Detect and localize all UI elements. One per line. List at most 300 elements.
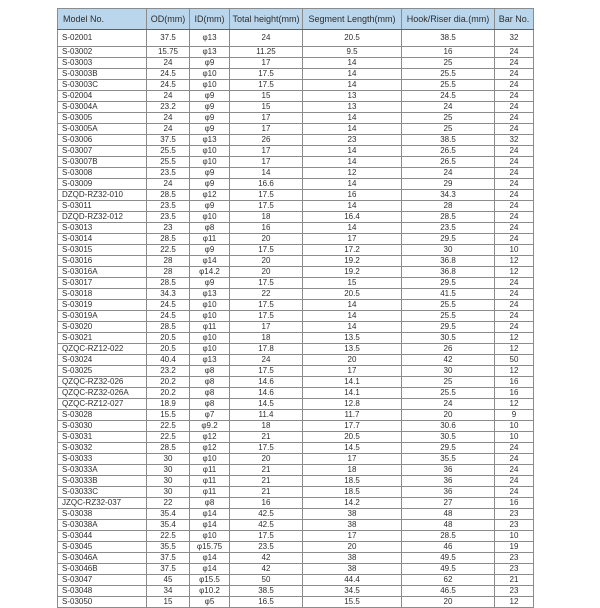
cell-value: 25: [402, 58, 495, 69]
cell-model-no: S-03031: [58, 432, 147, 443]
cell-value: 24: [495, 157, 534, 168]
cell-value: 24: [495, 289, 534, 300]
cell-value: 14.5: [230, 399, 303, 410]
cell-value: 20.5: [147, 333, 190, 344]
cell-value: 38.5: [402, 135, 495, 146]
cell-value: 24.5: [402, 91, 495, 102]
cell-model-no: S-03046A: [58, 553, 147, 564]
cell-value: 35.4: [147, 509, 190, 520]
cell-value: 12: [303, 168, 402, 179]
cell-value: 25.5: [402, 69, 495, 80]
cell-value: 12: [495, 366, 534, 377]
column-header-id: ID(mm): [190, 9, 230, 30]
cell-value: φ12: [190, 432, 230, 443]
cell-value: 21: [230, 487, 303, 498]
cell-value: 15: [230, 91, 303, 102]
cell-value: 29: [402, 179, 495, 190]
table-row: [58, 498, 534, 509]
cell-value: 17.5: [230, 531, 303, 542]
cell-value: 12.8: [303, 399, 402, 410]
cell-value: 35.5: [147, 542, 190, 553]
cell-value: 50: [495, 355, 534, 366]
cell-value: 48: [402, 509, 495, 520]
cell-value: φ8: [190, 366, 230, 377]
cell-value: φ13: [190, 355, 230, 366]
cell-value: 12: [495, 256, 534, 267]
cell-value: 22.5: [147, 245, 190, 256]
cell-value: 34.3: [147, 289, 190, 300]
cell-value: 16: [230, 223, 303, 234]
cell-value: 23.5: [147, 168, 190, 179]
cell-value: 42: [230, 564, 303, 575]
cell-value: φ8: [190, 223, 230, 234]
cell-value: 24: [495, 311, 534, 322]
cell-value: 17: [303, 454, 402, 465]
cell-value: 9: [495, 410, 534, 421]
cell-value: 14.1: [303, 377, 402, 388]
table-row: [58, 201, 534, 212]
cell-value: φ9: [190, 58, 230, 69]
cell-value: 30: [402, 366, 495, 377]
cell-value: 16: [402, 47, 495, 58]
cell-value: 14: [303, 80, 402, 91]
cell-value: 34: [147, 586, 190, 597]
cell-value: 17: [303, 531, 402, 542]
column-header-segment-length: Segment Length(mm): [303, 9, 402, 30]
cell-value: 30.5: [402, 333, 495, 344]
cell-value: 24: [402, 102, 495, 113]
cell-model-no: S-03003: [58, 58, 147, 69]
cell-value: 23.2: [147, 366, 190, 377]
cell-value: 35.4: [147, 520, 190, 531]
cell-value: 11.7: [303, 410, 402, 421]
cell-value: 24: [495, 201, 534, 212]
cell-value: φ9: [190, 201, 230, 212]
table-row: [58, 322, 534, 333]
cell-value: 26.5: [402, 146, 495, 157]
table-row: [58, 190, 534, 201]
table-row: [58, 267, 534, 278]
cell-value: 24: [147, 124, 190, 135]
cell-value: 41.5: [402, 289, 495, 300]
cell-value: 17: [230, 58, 303, 69]
cell-value: φ9: [190, 124, 230, 135]
cell-value: 38: [303, 564, 402, 575]
cell-value: 36: [402, 476, 495, 487]
cell-model-no: S-03050: [58, 597, 147, 608]
cell-value: 23: [147, 223, 190, 234]
cell-value: 28.5: [147, 234, 190, 245]
parts-spec-table: [57, 8, 534, 608]
cell-model-no: QZQC-RZ12-022: [58, 344, 147, 355]
cell-value: φ8: [190, 388, 230, 399]
cell-value: 49.5: [402, 553, 495, 564]
table-row: [58, 564, 534, 575]
cell-value: 17: [303, 234, 402, 245]
cell-model-no: S-03007B: [58, 157, 147, 168]
cell-value: 18: [230, 212, 303, 223]
cell-value: 27: [402, 498, 495, 509]
cell-value: 28.5: [402, 531, 495, 542]
cell-value: φ13: [190, 289, 230, 300]
cell-value: 12: [495, 399, 534, 410]
column-header-hook-riser-dia: Hook/Riser dia.(mm): [402, 9, 495, 30]
cell-value: 24.5: [147, 80, 190, 91]
cell-model-no: S-03048: [58, 586, 147, 597]
cell-value: φ11: [190, 465, 230, 476]
cell-value: 22: [230, 289, 303, 300]
cell-value: φ10: [190, 300, 230, 311]
cell-value: 49.5: [402, 564, 495, 575]
cell-model-no: QZQC-RZ32-026A: [58, 388, 147, 399]
cell-value: 22.5: [147, 421, 190, 432]
table-row: [58, 234, 534, 245]
cell-value: 38: [303, 509, 402, 520]
cell-value: 35.5: [402, 454, 495, 465]
cell-value: φ10: [190, 146, 230, 157]
cell-value: 10: [495, 531, 534, 542]
cell-value: 42.5: [230, 509, 303, 520]
cell-value: 14: [303, 69, 402, 80]
cell-value: 34.3: [402, 190, 495, 201]
cell-value: 25.5: [402, 80, 495, 91]
cell-model-no: S-03003B: [58, 69, 147, 80]
cell-value: 19.2: [303, 267, 402, 278]
cell-value: 24: [402, 399, 495, 410]
cell-value: 17.7: [303, 421, 402, 432]
cell-model-no: S-03032: [58, 443, 147, 454]
cell-model-no: S-03033: [58, 454, 147, 465]
cell-value: 17.5: [230, 245, 303, 256]
cell-value: 24: [495, 212, 534, 223]
cell-value: 45: [147, 575, 190, 586]
cell-value: 20.5: [303, 289, 402, 300]
cell-value: φ14: [190, 256, 230, 267]
cell-value: 18.5: [303, 487, 402, 498]
cell-value: 23: [303, 135, 402, 146]
cell-value: 30: [147, 476, 190, 487]
cell-value: 20.2: [147, 377, 190, 388]
cell-value: φ10: [190, 531, 230, 542]
table-row: [58, 410, 534, 421]
cell-value: φ10: [190, 454, 230, 465]
cell-value: φ9: [190, 168, 230, 179]
cell-value: 24.5: [147, 300, 190, 311]
table-row: [58, 344, 534, 355]
table-row: [58, 223, 534, 234]
table-row: [58, 465, 534, 476]
cell-value: 9.5: [303, 47, 402, 58]
cell-value: 16: [495, 377, 534, 388]
column-header-bar-no: Bar No.: [495, 9, 534, 30]
table-row: [58, 256, 534, 267]
cell-value: φ15.5: [190, 575, 230, 586]
cell-value: 28.5: [147, 443, 190, 454]
cell-value: 15.75: [147, 47, 190, 58]
cell-model-no: S-03007: [58, 146, 147, 157]
table-row: [58, 146, 534, 157]
cell-model-no: S-03021: [58, 333, 147, 344]
cell-model-no: S-03015: [58, 245, 147, 256]
table-row: [58, 124, 534, 135]
cell-value: 23.5: [147, 201, 190, 212]
table-body: [58, 30, 534, 608]
cell-value: 24: [495, 113, 534, 124]
cell-value: 50: [230, 575, 303, 586]
cell-value: 20: [303, 355, 402, 366]
cell-model-no: S-03005A: [58, 124, 147, 135]
table-row: [58, 179, 534, 190]
cell-value: 20.5: [303, 30, 402, 47]
cell-model-no: S-03011: [58, 201, 147, 212]
table-row: [58, 333, 534, 344]
cell-value: 18: [303, 465, 402, 476]
table-row: [58, 520, 534, 531]
cell-model-no: S-03038A: [58, 520, 147, 531]
cell-value: 17.8: [230, 344, 303, 355]
table-row: [58, 399, 534, 410]
cell-value: 28.5: [147, 322, 190, 333]
cell-model-no: S-03002: [58, 47, 147, 58]
cell-value: 24: [495, 443, 534, 454]
table-row: [58, 542, 534, 553]
cell-value: 24: [147, 91, 190, 102]
cell-value: 23: [495, 509, 534, 520]
cell-value: 24: [147, 179, 190, 190]
cell-value: 32: [495, 30, 534, 47]
table-row: [58, 300, 534, 311]
cell-value: 12: [495, 333, 534, 344]
cell-value: 15.5: [303, 597, 402, 608]
cell-value: 17.5: [230, 311, 303, 322]
cell-value: φ13: [190, 47, 230, 58]
cell-value: 25.5: [402, 388, 495, 399]
cell-value: 37.5: [147, 564, 190, 575]
cell-value: φ12: [190, 443, 230, 454]
cell-model-no: S-03046B: [58, 564, 147, 575]
cell-model-no: DZQD-RZ32-012: [58, 212, 147, 223]
cell-model-no: QZQC-RZ12-027: [58, 399, 147, 410]
cell-value: φ9: [190, 91, 230, 102]
cell-value: 13.5: [303, 344, 402, 355]
cell-value: 17: [303, 366, 402, 377]
table-row: [58, 388, 534, 399]
table-row: [58, 454, 534, 465]
cell-value: 22: [147, 498, 190, 509]
cell-value: 24: [230, 30, 303, 47]
cell-value: φ13: [190, 30, 230, 47]
cell-model-no: S-03017: [58, 278, 147, 289]
table-row: [58, 586, 534, 597]
cell-value: 20: [230, 267, 303, 278]
cell-value: 16: [303, 190, 402, 201]
cell-value: 29.5: [402, 443, 495, 454]
cell-value: 42: [230, 553, 303, 564]
table-row: [58, 212, 534, 223]
cell-value: φ13: [190, 135, 230, 146]
cell-value: 14: [303, 157, 402, 168]
cell-model-no: JZQC-RZ32-037: [58, 498, 147, 509]
cell-value: 25: [402, 377, 495, 388]
cell-value: 15.5: [147, 410, 190, 421]
cell-value: φ10: [190, 311, 230, 322]
cell-value: 26.5: [402, 157, 495, 168]
cell-value: 17: [230, 124, 303, 135]
cell-value: 37.5: [147, 135, 190, 146]
cell-value: φ14: [190, 509, 230, 520]
cell-value: φ10: [190, 80, 230, 91]
cell-value: 23.5: [147, 212, 190, 223]
cell-value: 17: [230, 322, 303, 333]
cell-value: 36: [402, 487, 495, 498]
cell-model-no: S-03044: [58, 531, 147, 542]
cell-model-no: S-03016: [58, 256, 147, 267]
cell-value: 17.5: [230, 300, 303, 311]
cell-value: 15: [230, 102, 303, 113]
cell-value: 10: [495, 245, 534, 256]
column-header-od: OD(mm): [147, 9, 190, 30]
cell-value: 14.6: [230, 377, 303, 388]
cell-value: 24: [147, 113, 190, 124]
cell-value: φ5: [190, 597, 230, 608]
cell-model-no: S-03047: [58, 575, 147, 586]
table-row: [58, 366, 534, 377]
cell-value: 24: [495, 476, 534, 487]
cell-model-no: S-03006: [58, 135, 147, 146]
table-row: [58, 377, 534, 388]
cell-value: 17.5: [230, 366, 303, 377]
table-row: [58, 443, 534, 454]
cell-value: 38: [303, 520, 402, 531]
cell-value: 46: [402, 542, 495, 553]
cell-value: φ14: [190, 520, 230, 531]
cell-value: 23: [495, 553, 534, 564]
table-row: [58, 476, 534, 487]
cell-value: 22.5: [147, 432, 190, 443]
cell-value: 32: [495, 135, 534, 146]
cell-value: 46.5: [402, 586, 495, 597]
cell-value: 18: [230, 421, 303, 432]
cell-model-no: S-03009: [58, 179, 147, 190]
cell-value: 20: [230, 234, 303, 245]
cell-value: φ12: [190, 190, 230, 201]
cell-model-no: S-03016A: [58, 267, 147, 278]
cell-model-no: S-03033A: [58, 465, 147, 476]
cell-value: 28: [402, 201, 495, 212]
table-row: [58, 69, 534, 80]
cell-value: 20: [402, 410, 495, 421]
header-row: [58, 9, 534, 30]
cell-value: 38.5: [230, 586, 303, 597]
cell-model-no: S-03045: [58, 542, 147, 553]
column-header-model-no: Model No.: [58, 9, 147, 30]
cell-model-no: S-03033B: [58, 476, 147, 487]
cell-value: 24.5: [147, 311, 190, 322]
cell-value: 11.4: [230, 410, 303, 421]
cell-value: 16.4: [303, 212, 402, 223]
table-row: [58, 575, 534, 586]
cell-value: 24: [495, 58, 534, 69]
cell-value: 14: [303, 179, 402, 190]
cell-value: 24: [495, 465, 534, 476]
cell-value: 13: [303, 91, 402, 102]
cell-value: φ11: [190, 476, 230, 487]
cell-value: 23: [495, 520, 534, 531]
cell-value: 21: [495, 575, 534, 586]
cell-value: 18: [230, 333, 303, 344]
cell-value: 37.5: [147, 553, 190, 564]
table-row: [58, 432, 534, 443]
cell-value: 24: [495, 102, 534, 113]
cell-value: 24: [495, 69, 534, 80]
cell-value: 13: [303, 102, 402, 113]
cell-value: 14.6: [230, 388, 303, 399]
cell-value: 17.5: [230, 201, 303, 212]
table-row: [58, 289, 534, 300]
cell-value: 12: [495, 267, 534, 278]
cell-value: 30.6: [402, 421, 495, 432]
cell-value: 17.5: [230, 443, 303, 454]
cell-value: 18.5: [303, 476, 402, 487]
cell-model-no: S-03020: [58, 322, 147, 333]
cell-value: φ10: [190, 333, 230, 344]
cell-value: 24: [147, 58, 190, 69]
cell-value: 14.1: [303, 388, 402, 399]
table-row: [58, 487, 534, 498]
cell-value: 24: [495, 223, 534, 234]
table-row: [58, 355, 534, 366]
cell-value: 25.5: [147, 157, 190, 168]
cell-model-no: S-03014: [58, 234, 147, 245]
cell-value: 14: [303, 58, 402, 69]
cell-value: 17.5: [230, 80, 303, 91]
cell-value: 14.2: [303, 498, 402, 509]
cell-model-no: S-03028: [58, 410, 147, 421]
table-row: [58, 47, 534, 58]
cell-value: 25: [402, 124, 495, 135]
cell-value: 19: [495, 542, 534, 553]
cell-value: 14: [303, 124, 402, 135]
cell-model-no: S-03019A: [58, 311, 147, 322]
cell-value: 28: [147, 256, 190, 267]
cell-model-no: S-03008: [58, 168, 147, 179]
table-row: [58, 30, 534, 47]
cell-value: 17: [230, 113, 303, 124]
cell-model-no: S-03005: [58, 113, 147, 124]
cell-value: 36: [402, 465, 495, 476]
cell-value: 37.5: [147, 30, 190, 47]
cell-model-no: S-03018: [58, 289, 147, 300]
cell-value: 16: [495, 498, 534, 509]
cell-value: 25.5: [402, 300, 495, 311]
cell-value: 24: [495, 80, 534, 91]
cell-model-no: QZQC-RZ32-026: [58, 377, 147, 388]
cell-value: 30: [402, 245, 495, 256]
cell-value: 24: [495, 322, 534, 333]
cell-model-no: S-03019: [58, 300, 147, 311]
cell-value: 20.2: [147, 388, 190, 399]
cell-value: 21: [230, 476, 303, 487]
cell-value: 23: [495, 586, 534, 597]
cell-value: φ11: [190, 487, 230, 498]
cell-value: 24: [495, 91, 534, 102]
table-row: [58, 553, 534, 564]
cell-value: φ15.75: [190, 542, 230, 553]
cell-model-no: DZQD-RZ32-010: [58, 190, 147, 201]
cell-value: 30.5: [402, 432, 495, 443]
cell-model-no: S-02001: [58, 30, 147, 47]
cell-value: 14: [303, 146, 402, 157]
